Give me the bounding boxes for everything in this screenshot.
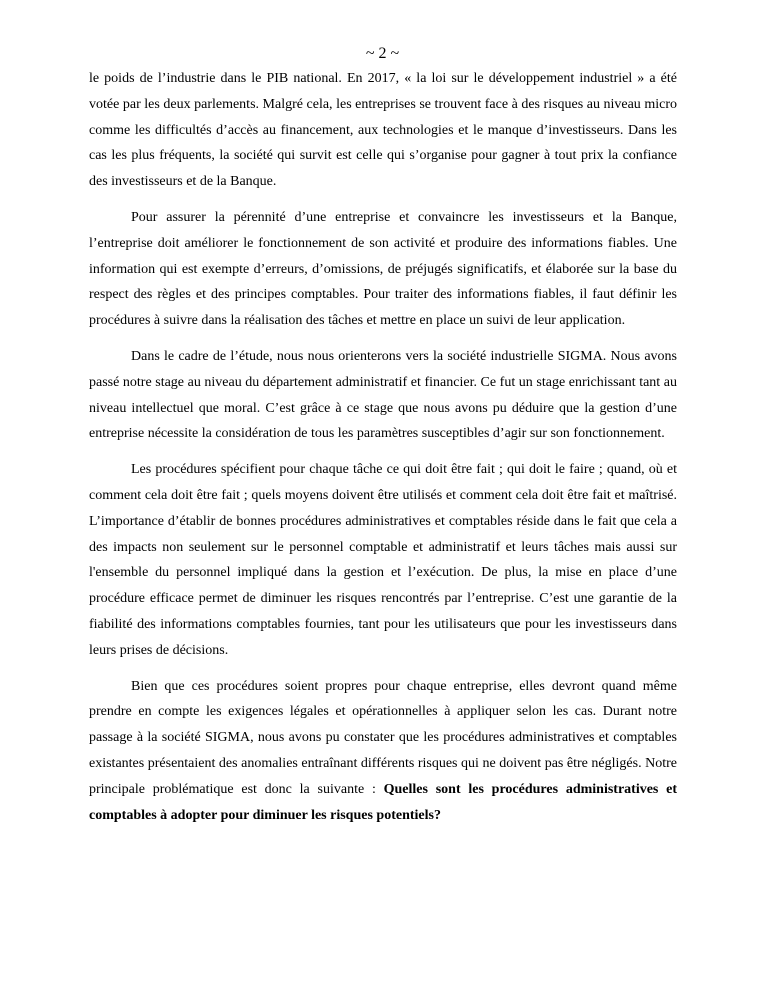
body-text (89, 66, 677, 838)
paragraph-2: Pour assurer la pérennité d’une entreprise et convaincre les investisseurs et la Banque, l’entreprise doit améliorer le fonctionnement de son activité et produire des informations fiables. Une information qui est exempte d’erreurs, d’omissions, de préjugés significatifs, et élaborée sur la base du respect des règles et des principes comptables. Pour traiter des informations fiables, il faut définir les procédures à suivre dans la réalisation des tâches et mettre en place un suivi de leur application. (89, 209, 677, 329)
paragraph-5 (89, 674, 677, 829)
paragraph-1: le poids de l’industrie dans le PIB national. En 2017, « la loi sur le développement industriel » a été votée par les deux parlements. Malgré cela, les entreprises se trouvent face à des risques au niveau micro comme les difficultés d’accès au financement, aux technologies et le manque d’investisseurs. Dans les cas les plus fréquents, la société qui survit est celle qui s’organise pour gagner à tout prix la confiance des investisseurs et de la Banque. (89, 71, 677, 190)
paragraph-4: Les procédures spécifient pour chaque tâche ce qui doit être fait ; qui doit le faire ; quand, où et comment cela doit être fait ; quels moyens doivent être utilisés et comment cela doit être fait et maîtrisé. L’importance d’établir de bonnes procédures administratives et comptables réside dans le fait que cela a des impacts non seulement sur le personnel comptable et administratif et leurs tâches mais aussi sur l'ensemble du personnel impliqué dans la gestion et l’exécution. De plus, la mise en place d’une procédure efficace permet de diminuer les risques rencontrés par l’entreprise. C’est une garantie de la fiabilité des informations comptables fournies, tant pour les utilisateurs que pour les investisseurs dans leurs prises de décisions. (89, 462, 677, 658)
paragraph-3: Dans le cadre de l’étude, nous nous orienterons vers la société industrielle SIGMA. Nous avons passé notre stage au niveau du département administratif et financier. Ce fut un stage enrichissant tant au niveau intellectuel que moral. C’est grâce à ce stage que nous avons pu déduire que la gestion d’une entreprise nécessite la considération de tous les paramètres susceptibles d’agir sur son fonctionnement. (89, 348, 677, 442)
paragraph-5-text: Bien que ces procédures soient propres pour chaque entreprise, elles devront quand même prendre en compte les exigences légales et opérationnelles à appliquer selon les cas. Durant notre passage à la société SIGMA, nous avons pu constater que les procédures administratives et comptables existantes présentaient des anomalies entraînant différents risques qui ne doivent pas être négligés. Notre principale problématique est donc la suivante : (89, 678, 677, 797)
research-question: Quelles sont les procédures administratives et comptables à adopter pour diminuer les risques potentiels? (89, 781, 678, 823)
page-number: ~ 2 ~ (365, 45, 400, 62)
